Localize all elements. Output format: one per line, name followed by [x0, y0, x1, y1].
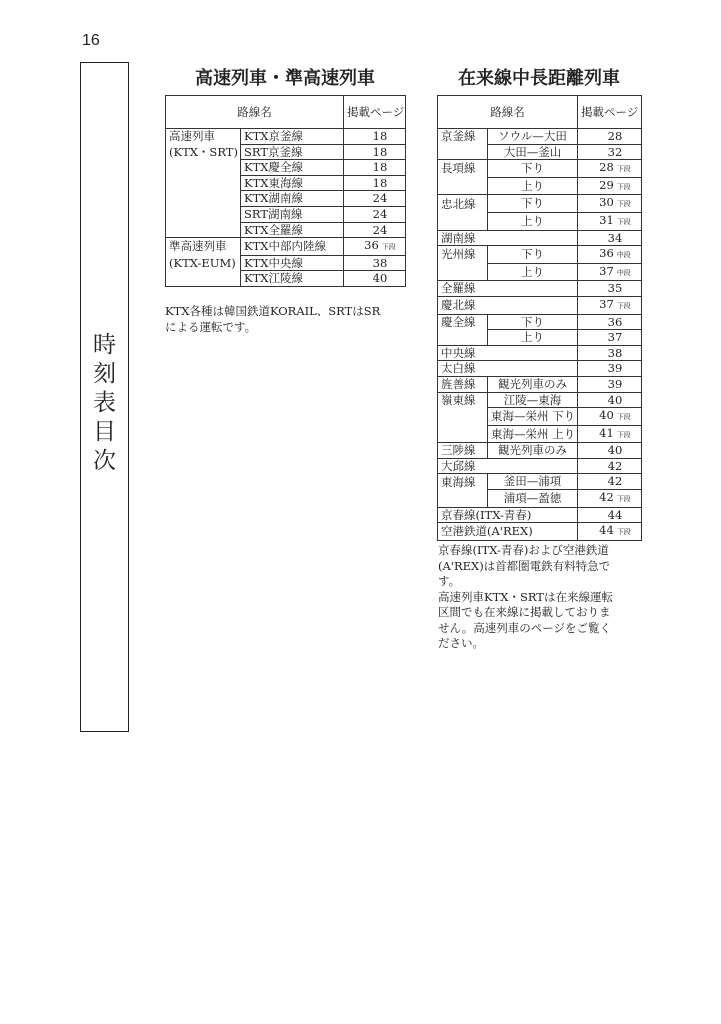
line-cell — [438, 144, 488, 160]
section-cell: 釜田—浦項 — [488, 474, 578, 490]
page-number-value: 39 — [607, 376, 623, 391]
page-note: 中段 — [616, 251, 631, 260]
table-row — [438, 296, 642, 314]
high-speed-table — [165, 95, 406, 287]
line-cell: 旌善線 — [438, 376, 488, 392]
table-row — [166, 206, 406, 222]
section-cell: 観光列車のみ — [488, 376, 578, 392]
page-cell — [344, 144, 406, 160]
category-cell: (KTX-EUM) — [166, 255, 241, 271]
table-row — [438, 458, 642, 474]
page-cell — [578, 330, 642, 346]
left-footnote — [165, 304, 410, 335]
table-row — [438, 230, 642, 246]
table-row — [438, 490, 642, 508]
page-cell — [344, 160, 406, 176]
table-row — [166, 271, 406, 287]
table-row — [438, 263, 642, 281]
line-cell — [438, 212, 488, 230]
right-footnote — [438, 543, 648, 652]
page-cell — [578, 296, 642, 314]
footnote-line: 高速列車KTX・SRTは在来線運転 — [438, 589, 613, 604]
line-cell: KTX京釜線 — [241, 129, 344, 145]
page-note: 下段 — [616, 495, 631, 504]
page-cell — [578, 160, 642, 178]
line-cell: 東海線 — [438, 474, 488, 490]
table-row — [438, 392, 642, 408]
line-cell — [438, 408, 488, 426]
table-row — [438, 408, 642, 426]
category-cell — [166, 191, 241, 207]
table-row — [438, 474, 642, 490]
page-cell — [578, 523, 642, 541]
page-number-value: 38 — [372, 255, 388, 270]
page-number-value: 40 — [599, 408, 614, 423]
line-cell: KTX中央線 — [241, 255, 344, 271]
page-cell — [578, 345, 642, 361]
page-cell — [578, 408, 642, 426]
footnote-line: 京春線(ITX-青春)および空港鉄道 — [438, 543, 609, 557]
line-cell: 慶全線 — [438, 314, 488, 330]
page-header: 掲載ページ — [344, 96, 406, 129]
page-number-value: 34 — [607, 230, 623, 245]
category-cell — [166, 175, 241, 191]
section-cell: 観光列車のみ — [488, 443, 578, 459]
line-cell: 全羅線 — [438, 281, 578, 297]
conventional-table — [437, 95, 642, 541]
page-cell — [578, 195, 642, 213]
page-cell — [578, 177, 642, 195]
page-cell — [344, 222, 406, 238]
header-row — [438, 96, 642, 129]
table-row — [438, 195, 642, 213]
line-cell: KTX東海線 — [241, 175, 344, 191]
line-cell — [438, 177, 488, 195]
category-cell: (KTX・SRT) — [166, 144, 241, 160]
line-cell: 光州線 — [438, 246, 488, 264]
page-cell — [578, 443, 642, 459]
page-number-value: 35 — [607, 281, 623, 296]
footnote-line: 区間でも在来線に掲載しておりま — [438, 605, 611, 619]
side-title-char: 表 — [93, 390, 116, 416]
page-number-value: 42 — [607, 474, 623, 489]
table-row — [438, 345, 642, 361]
section-cell: 東海—栄州 上り — [488, 425, 578, 443]
page-cell — [578, 392, 642, 408]
page-note: 下段 — [381, 243, 396, 252]
page-number-value: 24 — [372, 222, 388, 237]
right-section-title: 在来線中長距離列車 — [458, 68, 620, 89]
table-row — [166, 222, 406, 238]
page-number-value: 36 — [364, 238, 379, 253]
page-number-value: 29 — [599, 177, 614, 192]
line-cell: 太白線 — [438, 361, 578, 377]
side-title-box — [80, 62, 129, 732]
left-section-title: 高速列車・準高速列車 — [195, 68, 375, 89]
line-cell: KTX江陵線 — [241, 271, 344, 287]
line-cell: 忠北線 — [438, 195, 488, 213]
line-cell — [438, 330, 488, 346]
table-row — [166, 144, 406, 160]
table-row — [438, 523, 642, 541]
section-cell: 上り — [488, 330, 578, 346]
category-cell: 高速列車 — [166, 129, 241, 145]
table-row — [166, 160, 406, 176]
footnote-line: KTX各種は韓国鉄道KORAIL、SRTはSR — [165, 304, 381, 318]
line-cell: KTX湖南線 — [241, 191, 344, 207]
page-cell — [578, 129, 642, 145]
section-cell: 江陵—東海 — [488, 392, 578, 408]
section-cell: ソウル—大田 — [488, 129, 578, 145]
section-cell: 東海—栄州 下り — [488, 408, 578, 426]
footnote-line: による運転です。 — [165, 319, 257, 334]
line-cell: KTX全羅線 — [241, 222, 344, 238]
table-row — [438, 361, 642, 377]
line-cell: 慶北線 — [438, 296, 578, 314]
page-cell — [578, 144, 642, 160]
line-cell — [438, 490, 488, 508]
page-number-value: 39 — [607, 361, 623, 376]
line-cell: 湖南線 — [438, 230, 578, 246]
line-cell — [438, 425, 488, 443]
page-cell — [344, 238, 406, 256]
page-number-value: 40 — [372, 271, 388, 286]
category-cell: 準高速列車 — [166, 238, 241, 256]
page-number-value: 28 — [599, 160, 614, 175]
page-cell — [344, 271, 406, 287]
line-cell — [438, 263, 488, 281]
page-cell — [578, 230, 642, 246]
page-number-value: 28 — [607, 129, 623, 143]
page-note: 下段 — [616, 182, 631, 191]
table-row — [166, 255, 406, 271]
page-note: 中段 — [616, 268, 631, 277]
page-number-value: 41 — [599, 425, 614, 440]
page-number-value: 24 — [372, 206, 388, 221]
table-row — [438, 507, 642, 523]
page-note: 下段 — [616, 528, 631, 537]
section-cell: 下り — [488, 246, 578, 264]
page-cell — [578, 474, 642, 490]
page-number-value: 36 — [599, 246, 614, 261]
side-title-char: 目 — [93, 419, 116, 445]
page-note: 下段 — [616, 430, 631, 439]
page-cell — [578, 246, 642, 264]
page-number-value: 37 — [599, 263, 614, 278]
line-cell: 長項線 — [438, 160, 488, 178]
line-cell: 京春線(ITX-青春) — [438, 507, 578, 523]
page-note: 下段 — [616, 165, 631, 174]
page-cell — [578, 281, 642, 297]
table-row — [166, 191, 406, 207]
table-row — [438, 246, 642, 264]
route-header: 路線名 — [166, 96, 344, 129]
page-cell — [578, 507, 642, 523]
page-cell — [344, 255, 406, 271]
page-cell — [344, 175, 406, 191]
page-number-value: 37 — [607, 330, 623, 345]
category-cell — [166, 271, 241, 287]
page-number-value: 42 — [607, 458, 623, 473]
page-cell — [578, 361, 642, 377]
table-row — [438, 330, 642, 346]
page-cell — [344, 206, 406, 222]
page-number-value: 36 — [607, 314, 623, 329]
line-cell: SRT京釜線 — [241, 144, 344, 160]
table-row — [438, 160, 642, 178]
page-number: 16 — [82, 32, 100, 49]
page-cell — [578, 263, 642, 281]
page-cell — [578, 212, 642, 230]
table-row — [438, 129, 642, 145]
table-row — [438, 281, 642, 297]
table-row — [438, 144, 642, 160]
side-title-char: 刻 — [93, 361, 116, 387]
page-cell — [578, 458, 642, 474]
page-cell — [578, 425, 642, 443]
line-cell: KTX中部内陸線 — [241, 238, 344, 256]
page-note: 下段 — [616, 200, 631, 209]
section-cell: 上り — [488, 177, 578, 195]
footnote-line: せん。高速列車のページをご覧く — [438, 620, 611, 635]
table-row — [438, 212, 642, 230]
line-cell: 三陟線 — [438, 443, 488, 459]
page-cell — [344, 191, 406, 207]
page-number-value: 38 — [607, 345, 623, 360]
line-cell: 空港鉄道(A'REX) — [438, 523, 578, 541]
page-number-value: 18 — [372, 144, 388, 159]
page-header: 掲載ページ — [578, 96, 642, 129]
page-cell — [578, 314, 642, 330]
page-number-value: 31 — [599, 212, 614, 227]
page-cell — [344, 129, 406, 145]
page-number-value: 30 — [599, 195, 614, 210]
table-row — [438, 443, 642, 459]
table-row — [166, 238, 406, 256]
section-cell: 上り — [488, 212, 578, 230]
page-number-value: 42 — [599, 490, 614, 505]
section-cell: 下り — [488, 160, 578, 178]
page-note: 下段 — [616, 413, 631, 422]
page-number-value: 32 — [607, 144, 623, 159]
page-number-value: 37 — [599, 296, 614, 311]
line-cell: 京釜線 — [438, 129, 488, 145]
page-number-value: 18 — [372, 175, 388, 190]
section-cell: 下り — [488, 314, 578, 330]
table-row — [166, 129, 406, 145]
page-number-value: 44 — [599, 523, 614, 538]
line-cell: KTX慶全線 — [241, 160, 344, 176]
page-number-value: 24 — [372, 191, 388, 206]
page-number-value: 18 — [372, 160, 388, 175]
side-title-char: 次 — [93, 448, 116, 474]
section-cell: 上り — [488, 263, 578, 281]
category-cell — [166, 222, 241, 238]
header-row — [166, 96, 406, 129]
footnote-line: す。 — [438, 574, 461, 588]
page-cell — [578, 490, 642, 508]
page-note: 下段 — [616, 301, 631, 310]
section-cell: 下り — [488, 195, 578, 213]
page-cell — [578, 376, 642, 392]
table-row — [166, 175, 406, 191]
table-row — [438, 376, 642, 392]
side-title-char: 時 — [93, 332, 116, 358]
section-cell: 大田—釜山 — [488, 144, 578, 160]
line-cell: 嶺東線 — [438, 392, 488, 408]
page-number-value: 18 — [372, 129, 388, 143]
line-cell: SRT湖南線 — [241, 206, 344, 222]
page-number-value: 40 — [607, 443, 623, 458]
footnote-line: (A'REX)は首都圏電鉄有料特急で — [438, 558, 611, 573]
table-row — [438, 314, 642, 330]
footnote-line: ださい。 — [438, 636, 484, 650]
line-cell: 中央線 — [438, 345, 578, 361]
route-header: 路線名 — [438, 96, 578, 129]
page-number-value: 40 — [607, 392, 623, 407]
page-number-value: 44 — [607, 507, 623, 522]
category-cell — [166, 206, 241, 222]
line-cell: 大邱線 — [438, 458, 578, 474]
category-cell — [166, 160, 241, 176]
table-row — [438, 425, 642, 443]
side-title — [81, 331, 128, 476]
page-note: 下段 — [616, 217, 631, 226]
table-row — [438, 177, 642, 195]
section-cell: 浦項—盈徳 — [488, 490, 578, 508]
